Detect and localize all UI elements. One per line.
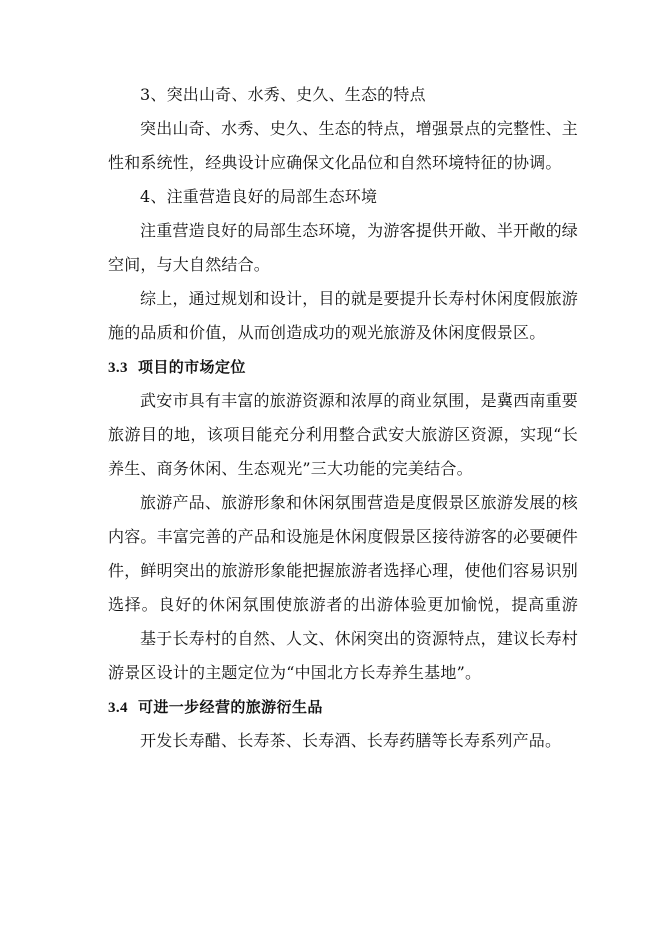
paragraph-line: 游景区设计的主题定位为“中国北方长寿养生基地”。 [108,663,482,682]
paragraph-line: 性和系统性，经典设计应确保文化品位和自然环境特征的协调。 [108,153,562,172]
paragraph-line: 旅游目的地，该项目能充分利用整合武安大旅游区资源，实现“长 [108,425,578,444]
section-number: 3.3 [108,360,128,376]
section-3-4-heading [108,690,578,724]
paragraph-line: 内容。丰富完善的产品和设施是休闲度假景区接待游客的必要硬件 [108,527,578,546]
paragraph-line: 件，鲜明突出的旅游形象能把握旅游者选择心理，使他们容易识别 [108,561,578,580]
paragraph-line: 注重营造良好的局部生态环境，为游客提供开敞、半开敞的绿 [140,221,578,240]
section-3-3-heading [108,350,578,384]
paragraph-line: 施的品质和价值，从而创造成功的观光旅游及休闲度假景区。 [108,323,546,342]
paragraph-line: 空间，与大自然结合。 [108,255,271,274]
paragraph-line: 突出山奇、水秀、史久、生态的特点，增强景点的完整性、主 [140,119,578,138]
section-number: 3.4 [108,700,128,716]
paragraph-line: 旅游产品、旅游形象和休闲氛围营造是度假景区旅游发展的核 [140,493,578,512]
section-title: 可进一步经营的旅游衍生品 [137,698,323,716]
paragraph-line: 基于长寿村的自然、人文、休闲突出的资源特点，建议长寿村 [140,629,578,648]
paragraph-line: 综上，通过规划和设计，目的就是要提升长寿村休闲度假旅游 [140,289,578,308]
paragraph-line: 养生、商务休闲、生态观光”三大功能的完美结合。 [108,459,473,478]
document-body [108,78,578,758]
point-3-heading: 3、突出山奇、水秀、史久、生态的特点 [140,85,426,104]
paragraph-line: 选择。良好的休闲氛围使旅游者的出游体验更加愉悦，提高重游 [108,595,578,614]
paragraph-line: 开发长寿醋、长寿茶、长寿酒、长寿药膳等长寿系列产品。 [140,731,562,750]
section-title: 项目的市场定位 [137,358,246,376]
paragraph-line: 武安市具有丰富的旅游资源和浓厚的商业氛围，是冀西南重要 [140,391,578,410]
point-4-heading: 4、注重营造良好的局部生态环境 [140,187,378,206]
